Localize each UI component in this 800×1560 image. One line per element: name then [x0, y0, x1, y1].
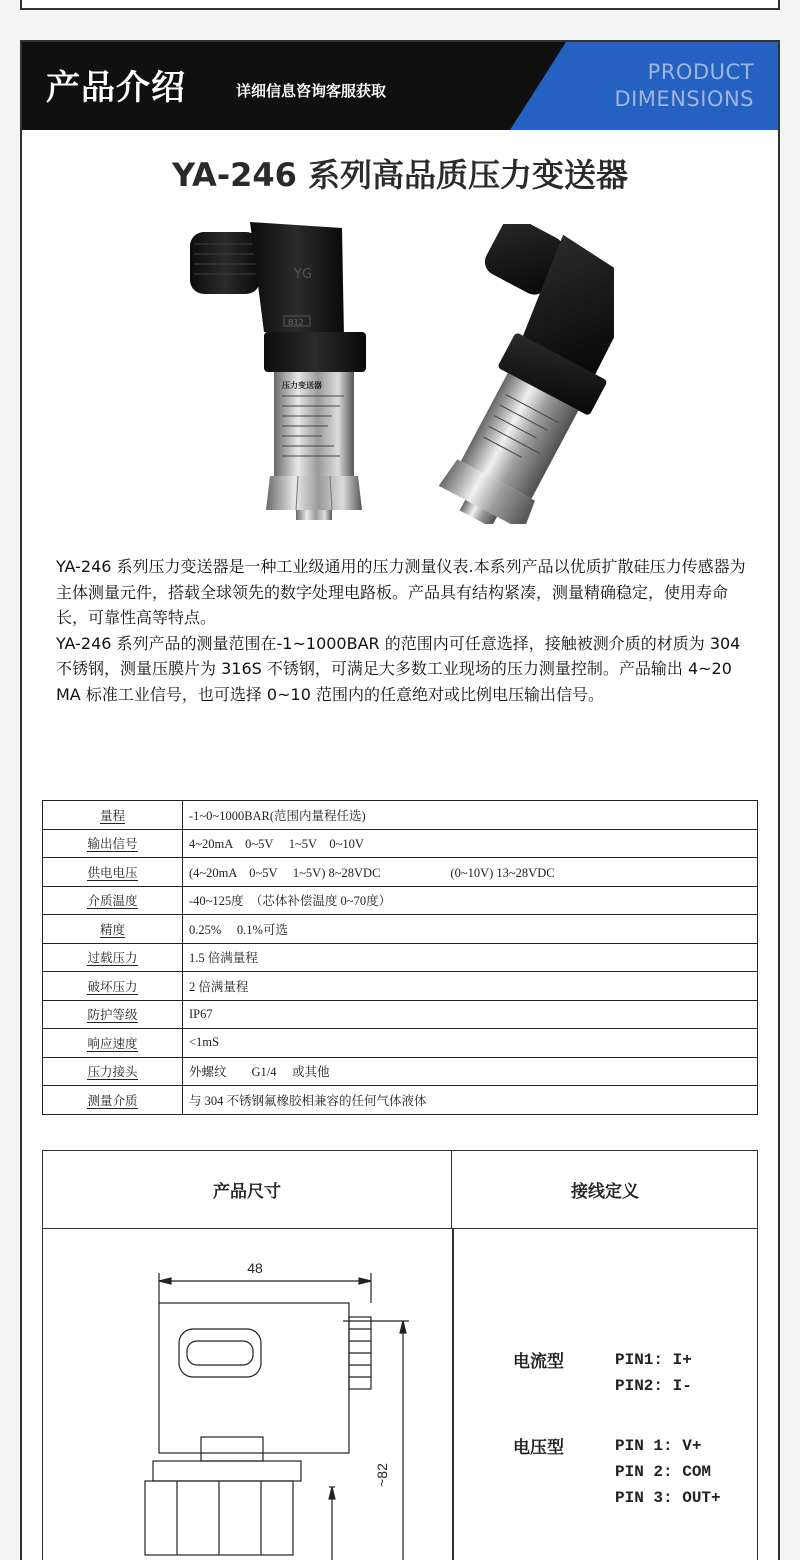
- drawing-connector-body: [159, 1303, 349, 1453]
- spec-key: 破坏压力: [87, 978, 138, 994]
- spec-value: 0.25% 0.1%可选: [183, 915, 758, 944]
- dimension-drawing: [103, 1251, 423, 1560]
- spec-value: -40~125度 （芯体补偿温度 0~70度）: [183, 886, 758, 915]
- drawing-connector-window: [179, 1329, 261, 1377]
- description-paragraph: YA-246 系列产品的测量范围在-1~1000BAR 的范围内可任意选择，接触被测介质的材质为 304 不锈钢，测量压膜片为 316S 不锈钢，可满足大多数工业现场的压力测量控制。产品输出 4~20 MA 标准工业信号，也可选择 0~10 范围内的任意绝对或比例电压输出信号。: [56, 633, 741, 704]
- table-row: [43, 1029, 758, 1058]
- cable-gland: [190, 232, 260, 294]
- section-title: 产品介绍: [46, 68, 186, 108]
- spec-value: 与 304 不锈钢氟橡胶相兼容的任何气体液体: [183, 1086, 758, 1115]
- spec-key: 介质温度: [87, 893, 138, 909]
- table-row: [43, 886, 758, 915]
- dimensions-header: 产品尺寸: [43, 1151, 452, 1229]
- product-photo-front: [172, 220, 372, 520]
- product-description: [56, 554, 756, 708]
- spec-key: 输出信号: [87, 836, 138, 852]
- table-row: [43, 972, 758, 1001]
- connector-base: [264, 332, 366, 372]
- previous-section-frame: [20, 0, 780, 10]
- spec-value: 4~20mA 0~5V 1~5V 0~10V: [183, 829, 758, 858]
- spec-key: 过载压力: [87, 950, 138, 966]
- spec-key: 供电电压: [87, 864, 138, 880]
- section-subtitle: 详细信息咨询客服获取: [236, 82, 387, 100]
- english-title-line1: PRODUCT: [647, 60, 754, 84]
- spec-value: (4~20mA 0~5V 1~5V) 8~28VDC: [189, 865, 381, 880]
- spec-key: 压力接头: [87, 1064, 138, 1080]
- spec-key: 量程: [99, 807, 125, 823]
- spec-value: IP67: [183, 1000, 758, 1029]
- voltage-pin: PIN 2: COM: [615, 1463, 712, 1481]
- table-row: [43, 1057, 758, 1086]
- spec-value: 2 倍满量程: [183, 972, 758, 1001]
- voltage-type-label: 电压型: [513, 1438, 564, 1458]
- spec-value: 1.5 倍满量程: [183, 943, 758, 972]
- wiring-header: 接线定义: [452, 1151, 758, 1229]
- product-intro-panel: [20, 40, 780, 1560]
- spec-key: 防护等级: [87, 1007, 138, 1023]
- product-title: YA-246 系列高品质压力变送器: [171, 156, 629, 194]
- section-english-title: [614, 59, 754, 113]
- spec-key: 精度: [99, 921, 125, 937]
- height-label: ~82: [374, 1463, 390, 1487]
- hex-nut: [266, 476, 362, 510]
- dimension-wiring-table: [42, 1150, 758, 1560]
- spec-table: [42, 800, 758, 1115]
- english-title-line2: DIMENSIONS: [614, 87, 754, 111]
- table-row: [43, 915, 758, 944]
- width-label: 48: [247, 1260, 263, 1276]
- spec-value: <1mS: [183, 1029, 758, 1058]
- current-type-label: 电流型: [513, 1352, 564, 1372]
- spec-key: 响应速度: [87, 1035, 138, 1051]
- current-pin: PIN2: I-: [615, 1377, 692, 1395]
- thread-fitting: [296, 510, 332, 520]
- product-photo-angled: [404, 224, 614, 524]
- current-pin: PIN1: I+: [615, 1351, 692, 1369]
- table-row: [43, 829, 758, 858]
- connector-mark: B12: [288, 318, 304, 327]
- table-row: [43, 1000, 758, 1029]
- connector-logo: YG: [294, 267, 313, 282]
- table-row: [43, 943, 758, 972]
- voltage-pin: PIN 3: OUT+: [615, 1489, 721, 1507]
- spec-value: -1~0~1000BAR(范围内量程任选): [183, 801, 758, 830]
- voltage-pin: PIN 1: V+: [615, 1437, 702, 1455]
- body-label-title: 压力变送器: [282, 381, 322, 390]
- spec-key: 测量介质: [87, 1092, 138, 1108]
- table-row: [43, 858, 758, 887]
- table-row: [43, 1086, 758, 1115]
- column-divider: [452, 1229, 454, 1560]
- table-row: [43, 801, 758, 830]
- section-header: [22, 42, 778, 130]
- description-paragraph: YA-246 系列压力变送器是一种工业级通用的压力测量仪表.本系列产品以优质扩散硅压力传感器为主体测量元件，搭载全球领先的数字处理电路板。产品具有结构紧凑，测量精确稳定，使用寿命长，可靠性高等特点。: [56, 557, 746, 628]
- spec-value: 外螺纹 G1/4 或其他: [183, 1057, 758, 1086]
- spec-value-secondary: (0~10V) 13~28VDC: [450, 865, 555, 880]
